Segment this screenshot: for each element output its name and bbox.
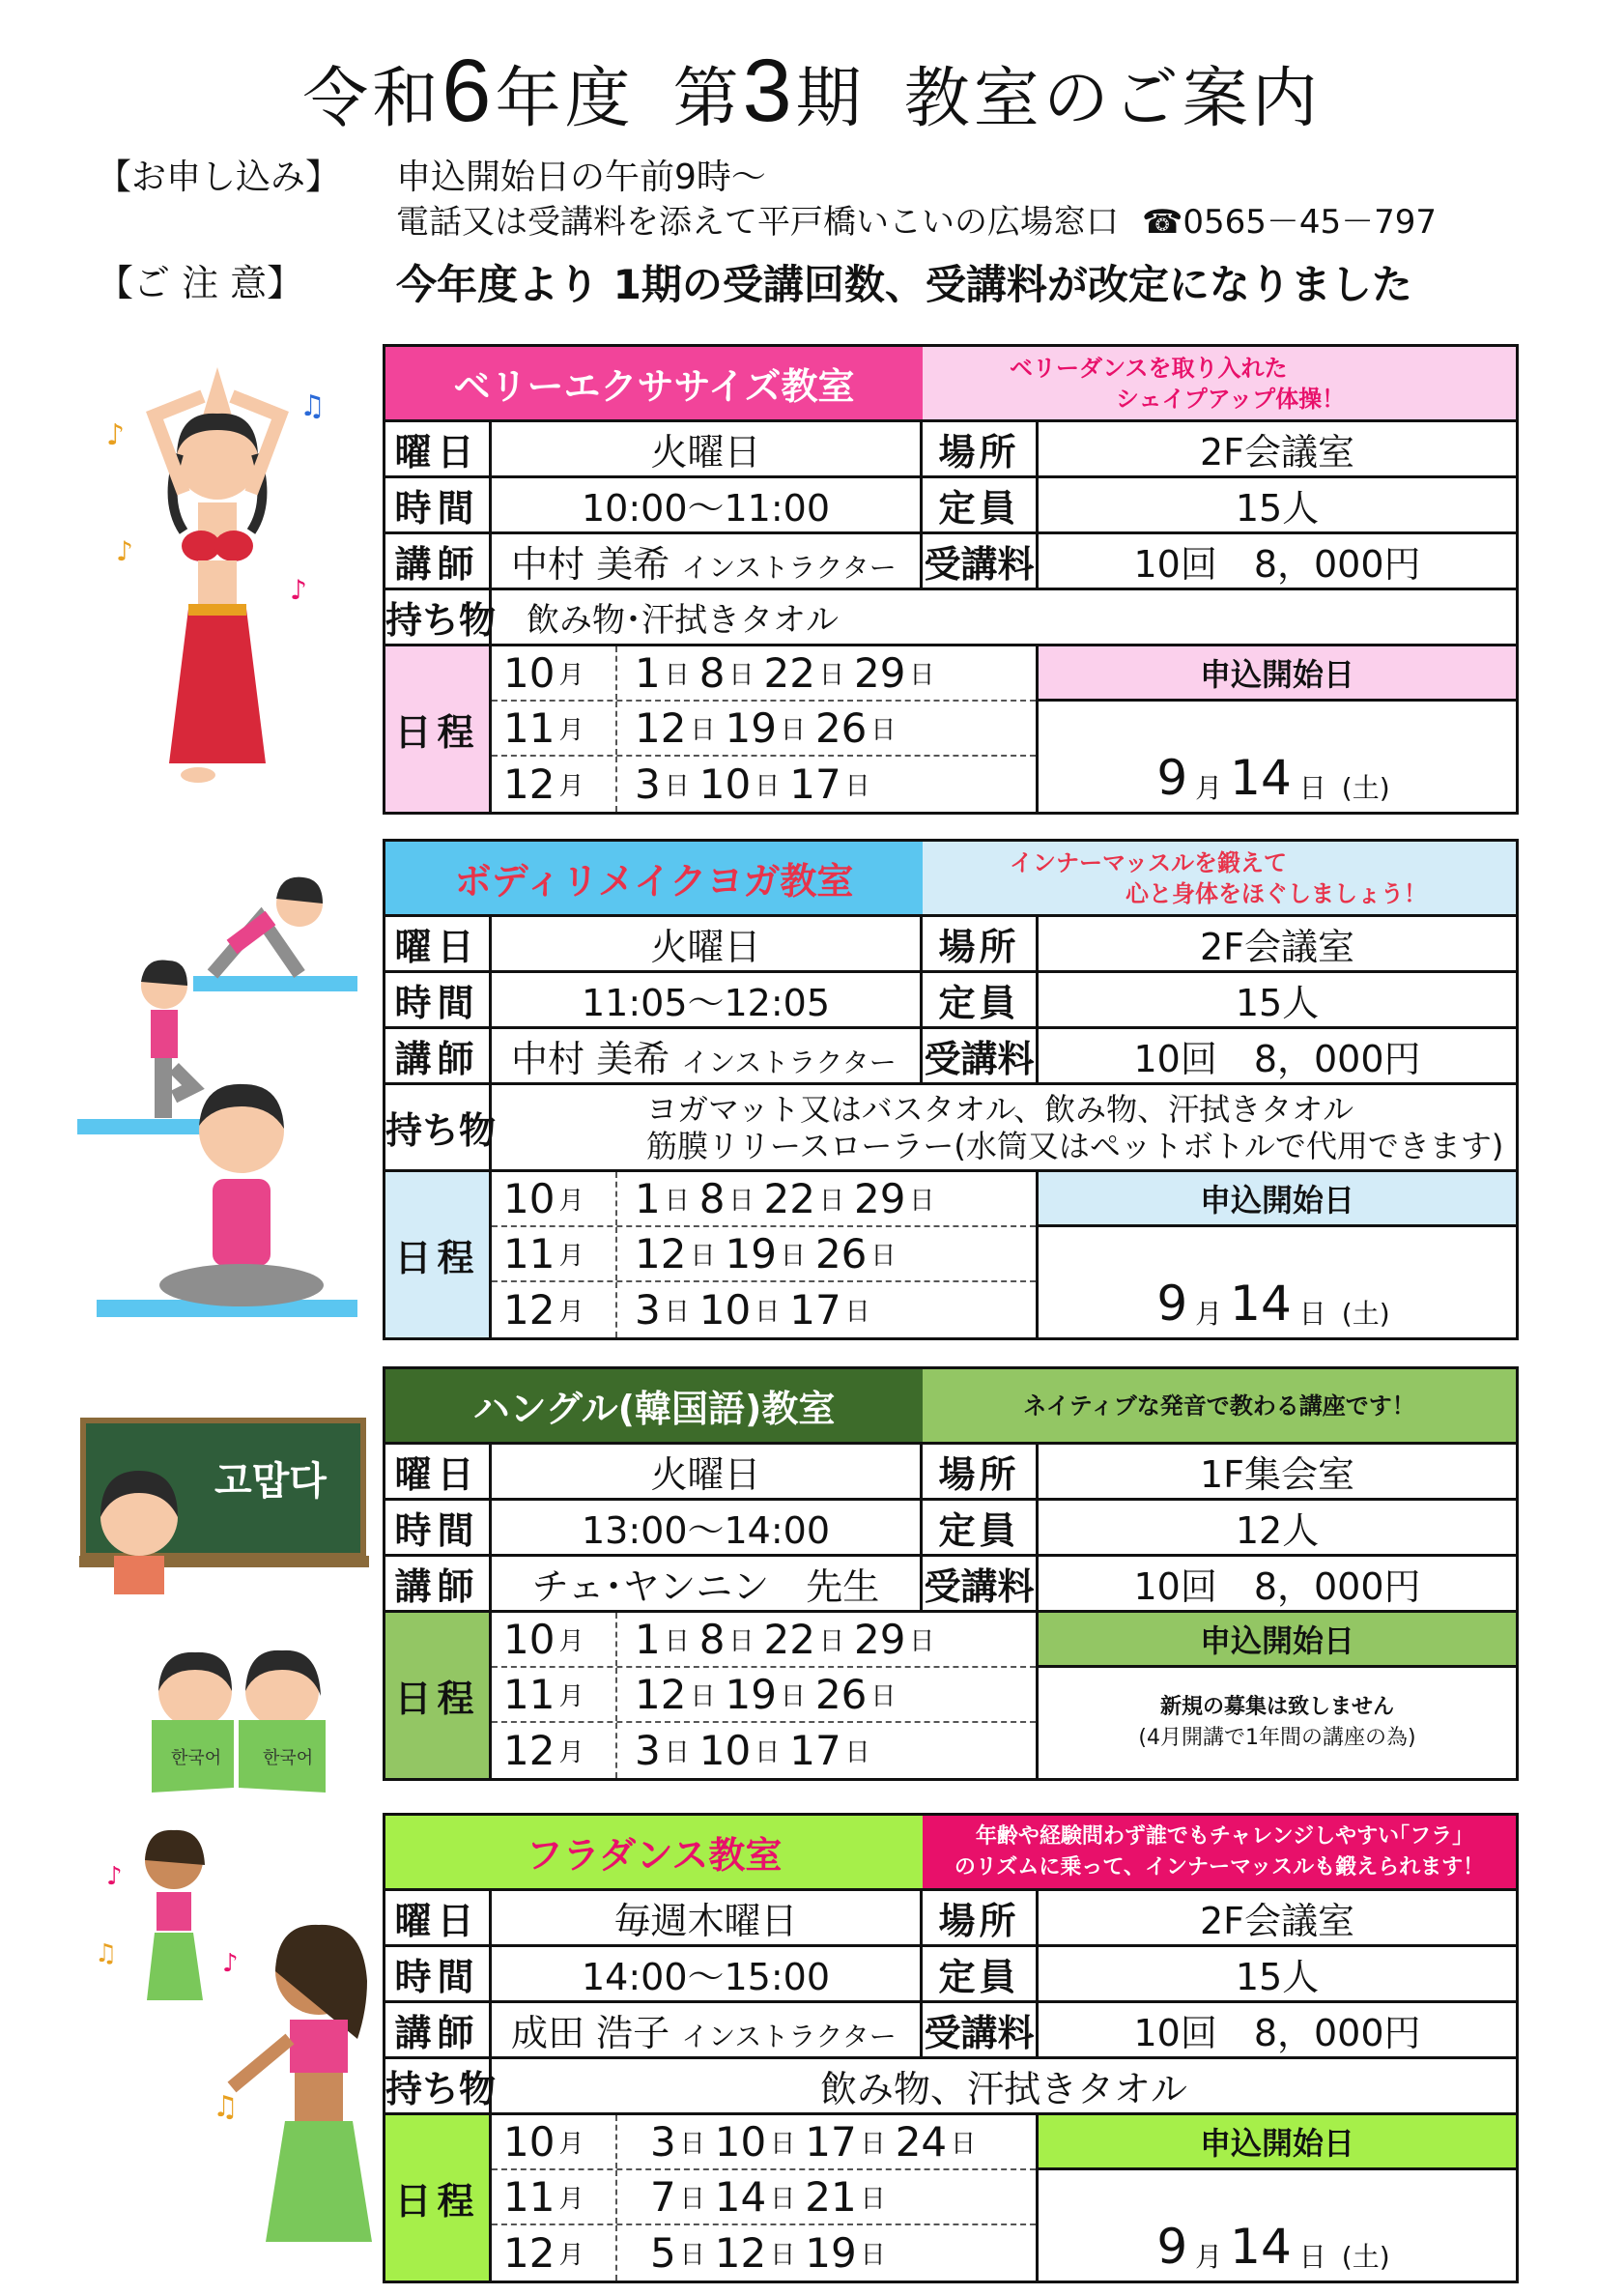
label-schedule: 日程	[385, 645, 491, 814]
capacity-value: 15人	[1038, 1946, 1518, 2002]
schedule-dates: 10 月 1 日 8 日 22 日 29 日 11 月 12 日 19 日 26 日 12 月 3 日 10 日 17 日	[491, 1612, 1038, 1780]
place-value: 2F会議室	[1038, 421, 1518, 477]
label-place: 場所	[922, 916, 1038, 972]
label-place: 場所	[922, 1890, 1038, 1946]
music-note-icon: ♪	[290, 574, 307, 606]
time-value: 13:00～14:00	[491, 1500, 922, 1556]
label-capacity: 定員	[922, 477, 1038, 533]
music-note-icon: ♪	[106, 418, 126, 452]
time-value: 14:00～15:00	[491, 1946, 922, 2002]
class-tagline: ネイティブな発音で教わる講座です！	[923, 1369, 1516, 1442]
teacher-value: チェ･ヤンニン 先生	[491, 1556, 922, 1612]
day-value: 火曜日	[491, 421, 922, 477]
label-day: 曜日	[385, 916, 491, 972]
hangul-illustration	[79, 1411, 379, 1807]
class-hula	[383, 1813, 1519, 2283]
music-note-icon: ♫	[213, 2090, 239, 2124]
class-tagline: インナーマッスルを鍛えて 心と身体をほぐしましょう！	[923, 842, 1516, 914]
label-place: 場所	[922, 421, 1038, 477]
schedule-dates: 10 月 3 日 10 日 17 日 24 日 11 月 7 日 14 日 21 日 12 月 5 日 12 日 19 日	[491, 2114, 1038, 2282]
label-items: 持ち物	[385, 2058, 491, 2114]
music-note-icon: ♪	[222, 1949, 239, 1978]
place-value: 2F会議室	[1038, 916, 1518, 972]
fee-value: 10回 8，000円	[1038, 2002, 1518, 2058]
label-capacity: 定員	[922, 1946, 1038, 2002]
label-day: 曜日	[385, 1444, 491, 1500]
application-line1: 申込開始日の午前9時～	[396, 158, 766, 197]
application-label: 【お申し込み】	[97, 158, 341, 197]
time-value: 10:00～11:00	[491, 477, 922, 533]
application-start: 申込開始日 9 月 14 日 (土)	[1038, 2114, 1518, 2282]
notice-text: 今年度より 1期の受講回数、受講料が改定になりました	[396, 261, 1412, 308]
items-value: 飲み物･汗拭きタオル	[491, 589, 1518, 645]
day-value: 毎週木曜日	[491, 1890, 922, 1946]
application-line2: 電話又は受講料を添えて平戸橋いこいの広場窓口	[396, 203, 1119, 242]
application-start: 申込開始日 9 月 14 日 (土)	[1038, 1171, 1518, 1339]
label-fee: 受講料	[922, 2002, 1038, 2058]
class-name: ボディリメイクヨガ教室	[385, 842, 923, 914]
teacher-value: 中村 美希 インストラクター	[491, 533, 922, 589]
label-place: 場所	[922, 1444, 1038, 1500]
class-belly	[383, 344, 1519, 815]
items-value: ヨガマット又はバスタオル、飲み物、汗拭きタオル 筋膜リリースローラー(水筒又はペットボトルで代用できます)	[491, 1084, 1518, 1171]
notice-label: 【ご 注 意】	[97, 262, 304, 304]
day-value: 火曜日	[491, 916, 922, 972]
label-items: 持ち物	[385, 589, 491, 645]
label-time: 時間	[385, 1500, 491, 1556]
capacity-value: 12人	[1038, 1500, 1518, 1556]
music-note-icon: ♪	[116, 535, 133, 567]
label-teacher: 講師	[385, 2002, 491, 2058]
place-value: 2F会議室	[1038, 1890, 1518, 1946]
label-teacher: 講師	[385, 1028, 491, 1084]
book-text: 한국어	[171, 1748, 222, 1768]
label-fee: 受講料	[922, 1556, 1038, 1612]
hula-illustration	[77, 1817, 386, 2281]
label-day: 曜日	[385, 1890, 491, 1946]
application-start: 申込開始日 新規の募集は致しません (4月開講で1年間の講座の為)	[1038, 1612, 1518, 1780]
capacity-value: 15人	[1038, 972, 1518, 1028]
class-name: フラダンス教室	[385, 1816, 923, 1888]
application-info	[97, 155, 1584, 244]
label-schedule: 日程	[385, 2114, 491, 2282]
class-yoga	[383, 839, 1519, 1340]
teacher-value: 成田 浩子 インストラクター	[491, 2002, 922, 2058]
class-tagline: ベリーダンスを取り入れた シェイプアップ体操！	[923, 347, 1516, 419]
label-capacity: 定員	[922, 1500, 1038, 1556]
label-time: 時間	[385, 972, 491, 1028]
music-note-icon: ♪	[106, 1862, 123, 1891]
label-time: 時間	[385, 477, 491, 533]
day-value: 火曜日	[491, 1444, 922, 1500]
label-schedule: 日程	[385, 1171, 491, 1339]
time-value: 11:05～12:05	[491, 972, 922, 1028]
book-text: 한국어	[263, 1748, 314, 1768]
application-start: 申込開始日 9 月 14 日 (土)	[1038, 645, 1518, 814]
fee-value: 10回 8，000円	[1038, 1556, 1518, 1612]
place-value: 1F集会室	[1038, 1444, 1518, 1500]
fee-value: 10回 8，000円	[1038, 1028, 1518, 1084]
label-items: 持ち物	[385, 1084, 491, 1171]
label-day: 曜日	[385, 421, 491, 477]
label-fee: 受講料	[922, 1028, 1038, 1084]
page-title: 令和6年度 第3期 教室のご案内	[302, 42, 1322, 140]
music-note-icon: ♫	[299, 389, 326, 423]
capacity-value: 15人	[1038, 477, 1518, 533]
label-fee: 受講料	[922, 533, 1038, 589]
label-time: 時間	[385, 1946, 491, 2002]
class-name: ハングル(韓国語)教室	[385, 1369, 923, 1442]
label-capacity: 定員	[922, 972, 1038, 1028]
items-value: 飲み物、汗拭きタオル	[491, 2058, 1518, 2114]
hangul-board-text: 고맙다	[214, 1459, 327, 1504]
phone-number: ☎0565－45－797	[1142, 203, 1438, 242]
schedule-dates: 10 月 1 日 8 日 22 日 29 日 11 月 12 日 19 日 26 日 12 月 3 日 10 日 17 日	[491, 645, 1038, 814]
label-teacher: 講師	[385, 1556, 491, 1612]
fee-value: 10回 8，000円	[1038, 533, 1518, 589]
label-schedule: 日程	[385, 1612, 491, 1780]
yoga-illustration	[68, 860, 377, 1334]
teacher-value: 中村 美希 インストラクター	[491, 1028, 922, 1084]
notice	[97, 253, 1412, 311]
label-teacher: 講師	[385, 533, 491, 589]
class-tagline: 年齢や経験問わず誰でもチャレンジしやすい｢フラ｣ のリズムに乗って、インナーマッスルも鍛えられます！	[923, 1816, 1516, 1888]
class-name: ベリーエクササイズ教室	[385, 347, 923, 419]
schedule-dates: 10 月 1 日 8 日 22 日 29 日 11 月 12 日 19 日 26 日 12 月 3 日 10 日 17 日	[491, 1171, 1038, 1339]
music-note-icon: ♫	[95, 1939, 118, 1968]
class-hangul	[383, 1366, 1519, 1781]
belly-dancer-illustration	[97, 358, 338, 802]
